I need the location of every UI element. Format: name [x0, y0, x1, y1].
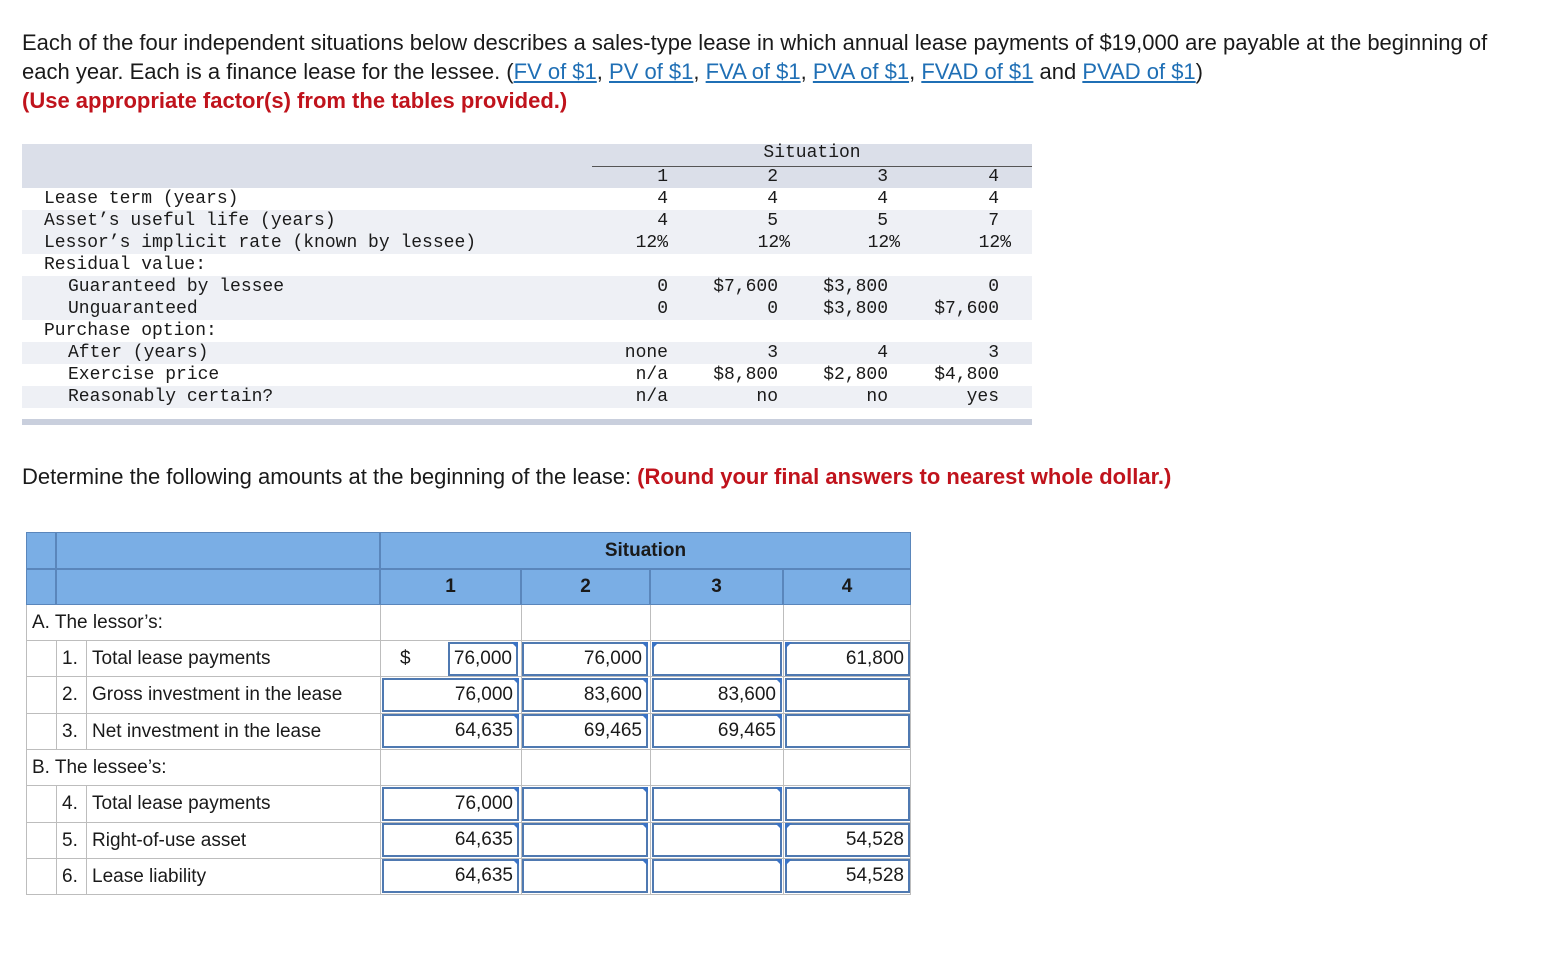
row-gross-investment: Gross investment in the lease: [92, 684, 343, 705]
table-bottom-bar: [22, 419, 1032, 425]
row-label-useful-life: Asset’s useful life (years): [44, 211, 336, 231]
pvad-table-link[interactable]: PVAD of $1: [1082, 59, 1196, 84]
input-r4-s2[interactable]: [522, 787, 648, 821]
input-r1-s1[interactable]: 76,000: [448, 642, 518, 676]
input-r3-s4[interactable]: [785, 714, 910, 748]
row-total-lease-payments-lessor: Total lease payments: [92, 648, 271, 669]
answer-col-header-4: 4: [783, 569, 911, 605]
row-label-reasonably-certain: Reasonably certain?: [68, 387, 274, 407]
determine-prompt: Determine the following amounts at the beginning of the lease: (Round your final answers to nearest whole dollar.): [22, 464, 1172, 489]
row-net-investment: Net investment in the lease: [92, 721, 322, 742]
row-total-lease-payments-lessee: Total lease payments: [92, 793, 271, 814]
input-r6-s2[interactable]: [522, 859, 648, 893]
section-b-label: B. The lessee’s:: [32, 757, 167, 778]
input-r2-s4[interactable]: [785, 678, 910, 712]
instructions-paragraph: Each of the four independent situations below describes a sales-type lease in which annual lease payments of $19,000 are payable at the beginning of each year. Each is a finance lease for the lessee. (FV of $1, PV of $1, FVA of $1, PVA of $1, FVAD of $1 and PVAD of $1) (Use appropriate factor(s) from the tables provided.): [22, 30, 1488, 113]
input-r2-s2[interactable]: 83,600: [522, 678, 648, 712]
fv-table-link[interactable]: FV of $1: [513, 59, 597, 84]
col-header-2: 2: [767, 167, 778, 187]
input-r3-s1[interactable]: 64,635: [382, 714, 519, 748]
answer-grid: Situation 1 2 3 4 A. The lessor’s: B. The lessee’s: 1. Total lease payments 2. Gross investment in the lease 3. Net investment in the lease 4. Total lease payments 5. Right-of-use asset 6. Lease liability $ 76,000 76,000 61,800 76,000 83,600 83,600 64,635 69,465 69,465 76,000 64,635 54,528 64,635 54,528: [26, 532, 911, 895]
fva-table-link[interactable]: FVA of $1: [705, 59, 801, 84]
pv-table-link[interactable]: PV of $1: [609, 59, 694, 84]
pva-table-link[interactable]: PVA of $1: [812, 59, 910, 84]
row-label-unguaranteed: Unguaranteed: [68, 299, 198, 319]
input-r5-s1[interactable]: 64,635: [382, 823, 519, 857]
row-label-implicit-rate: Lessor’s implicit rate (known by lessee): [44, 233, 477, 253]
input-r2-s1[interactable]: 76,000: [382, 678, 519, 712]
section-a-label: A. The lessor’s:: [32, 612, 163, 633]
input-r3-s2[interactable]: 69,465: [522, 714, 648, 748]
col-header-4: 4: [988, 167, 999, 187]
input-r4-s3[interactable]: [652, 787, 782, 821]
row-label-purchase-option: Purchase option:: [44, 321, 217, 341]
row-label-residual-value: Residual value:: [44, 255, 207, 275]
fvad-table-link[interactable]: FVAD of $1: [921, 59, 1034, 84]
situation-header: Situation: [763, 143, 861, 163]
rounding-instruction: (Round your final answers to nearest whole dollar.): [637, 464, 1172, 489]
input-r6-s1[interactable]: 64,635: [382, 859, 519, 893]
input-r3-s3[interactable]: 69,465: [652, 714, 782, 748]
input-r6-s4[interactable]: 54,528: [785, 859, 910, 893]
input-r4-s1[interactable]: 76,000: [382, 787, 519, 821]
row-label-after-years: After (years): [68, 343, 209, 363]
answer-col-header-2: 2: [521, 569, 650, 605]
col-header-3: 3: [877, 167, 888, 187]
row-label-guaranteed: Guaranteed by lessee: [68, 277, 285, 297]
row-label-exercise-price: Exercise price: [68, 365, 220, 385]
input-r1-s4[interactable]: 61,800: [785, 642, 910, 676]
input-r5-s2[interactable]: [522, 823, 648, 857]
answer-col-header-1: 1: [380, 569, 521, 605]
answer-col-header-3: 3: [650, 569, 783, 605]
row-label-lease-term: Lease term (years): [44, 189, 239, 209]
input-r5-s3[interactable]: [652, 823, 782, 857]
situations-data-table: Situation 1 2 3 4 Lease term (years) 4 4 4 4 Asset’s useful life (years) 4 5 5 7 Lessor’s implicit rate (known by lessee) 12% 12% 12% 12% Residual value: Guaranteed by lessee 0 $7,600 $3,800 0 Unguaranteed 0 0 $3,800 $7,600 Purchase option: After (years) none 3 4 3 Exercise price n/a $8,800 $2,800 $4,800 Reasonably certain? n/a no no yes: [22, 144, 1032, 426]
input-r2-s3[interactable]: 83,600: [652, 678, 782, 712]
col-header-1: 1: [657, 167, 668, 187]
currency-symbol: $: [400, 648, 411, 669]
input-r1-s2[interactable]: 76,000: [522, 642, 648, 676]
intro-text: Each of the four independent situations below describes a sales-type lease in which annual lease payments of $19,000 are payable at the beginning of each year. Each is a finance lease for the lessee. (: [22, 30, 1488, 84]
row-lease-liability: Lease liability: [92, 866, 207, 887]
input-r1-s3[interactable]: [652, 642, 782, 676]
input-r4-s4[interactable]: [785, 787, 910, 821]
input-r6-s3[interactable]: [652, 859, 782, 893]
row-right-of-use-asset: Right-of-use asset: [92, 830, 247, 851]
input-r5-s4[interactable]: 54,528: [785, 823, 910, 857]
answer-situation-header: Situation: [380, 532, 911, 569]
factor-instruction: (Use appropriate factor(s) from the tables provided.): [22, 88, 568, 113]
